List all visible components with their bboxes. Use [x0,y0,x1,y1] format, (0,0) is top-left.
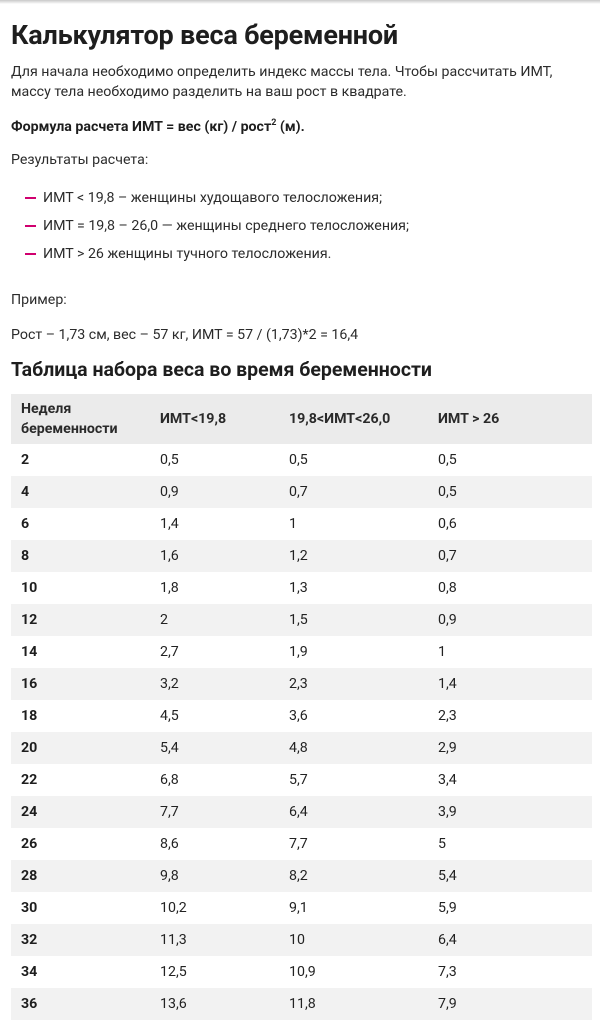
cell-week: 12 [11,604,150,636]
cell-week: 28 [11,860,150,892]
cell-bmi-low: 1,6 [150,540,279,572]
cell-week: 22 [11,764,150,796]
formula-superscript: 2 [271,118,277,128]
bmi-results-list [11,188,409,272]
header-bmi-mid: 19,8<ИМТ<26,0 [279,394,428,444]
table-row [11,956,592,988]
cell-bmi-high: 7,3 [428,956,592,988]
cell-week: 36 [11,988,150,1020]
cell-bmi-mid: 3,6 [279,700,428,732]
cell-bmi-mid: 9,1 [279,892,428,924]
table-row [11,540,592,572]
cell-bmi-high: 5,9 [428,892,592,924]
cell-bmi-high: 0,6 [428,508,592,540]
cell-bmi-mid: 0,7 [279,476,428,508]
cell-bmi-low: 9,8 [150,860,279,892]
formula-tail: (м). [276,119,305,135]
cell-bmi-low: 11,3 [150,924,279,956]
cell-bmi-high: 0,5 [428,476,592,508]
table-row [11,444,592,476]
cell-bmi-low: 2 [150,604,279,636]
cell-bmi-mid: 0,5 [279,444,428,476]
intro-paragraph: Для начала необходимо определить индекс массы тела. Чтобы рассчитать ИМТ, массу тела необходимо разделить на ваш рост в квадрате. [11,64,553,100]
cell-bmi-high: 7,9 [428,988,592,1020]
cell-bmi-mid: 5,7 [279,764,428,796]
cell-bmi-low: 1,8 [150,572,279,604]
cell-bmi-low: 10,2 [150,892,279,924]
cell-bmi-mid: 7,7 [279,828,428,860]
table-row [11,668,592,700]
cell-bmi-low: 12,5 [150,956,279,988]
table-row [11,892,592,924]
dash-bullet-icon [25,253,36,255]
cell-bmi-mid: 1,2 [279,540,428,572]
cell-bmi-mid: 8,2 [279,860,428,892]
cell-bmi-mid: 1 [279,508,428,540]
table-row [11,796,592,828]
list-item-text: ИМТ > 26 женщины тучного телосложения. [43,246,332,262]
table-row [11,828,592,860]
results-label: Результаты расчета: [11,152,149,168]
cell-bmi-low: 4,5 [150,700,279,732]
cell-week: 6 [11,508,150,540]
cell-week: 2 [11,444,150,476]
cell-bmi-high: 1,4 [428,668,592,700]
header-bmi-high: ИМТ > 26 [428,394,592,444]
list-item [11,216,409,244]
table-row [11,508,592,540]
cell-week: 16 [11,668,150,700]
cell-week: 24 [11,796,150,828]
header-week: Неделя беременности [11,394,150,444]
cell-bmi-mid: 10 [279,924,428,956]
cell-week: 14 [11,636,150,668]
cell-bmi-high: 6,4 [428,924,592,956]
cell-bmi-low: 1,4 [150,508,279,540]
cell-bmi-high: 2,9 [428,732,592,764]
cell-bmi-low: 5,4 [150,732,279,764]
cell-bmi-high: 2,3 [428,700,592,732]
header-bmi-low: ИМТ<19,8 [150,394,279,444]
list-item [11,188,409,216]
cell-bmi-low: 2,7 [150,636,279,668]
cell-week: 8 [11,540,150,572]
cell-bmi-mid: 11,8 [279,988,428,1020]
cell-week: 4 [11,476,150,508]
cell-bmi-mid: 2,3 [279,668,428,700]
cell-bmi-high: 1 [428,636,592,668]
formula-text: Формула расчета ИМТ = вес (кг) / рост [11,119,272,135]
table-row [11,476,592,508]
cell-bmi-high: 0,5 [428,444,592,476]
cell-bmi-mid: 1,9 [279,636,428,668]
cell-bmi-low: 7,7 [150,796,279,828]
cell-week: 32 [11,924,150,956]
cell-bmi-high: 3,9 [428,796,592,828]
dash-bullet-icon [25,197,36,199]
table-body [11,444,592,1020]
dash-bullet-icon [25,225,36,227]
cell-bmi-high: 0,9 [428,604,592,636]
cell-bmi-mid: 1,5 [279,604,428,636]
table-row [11,732,592,764]
cell-bmi-low: 0,5 [150,444,279,476]
cell-bmi-low: 8,6 [150,828,279,860]
table-row [11,700,592,732]
list-item-text: ИМТ < 19,8 – женщины худощавого телосложения; [43,190,383,206]
cell-week: 34 [11,956,150,988]
weight-gain-table [11,394,592,1020]
cell-bmi-low: 0,9 [150,476,279,508]
cell-week: 20 [11,732,150,764]
table-row [11,764,592,796]
cell-bmi-mid: 4,8 [279,732,428,764]
table-header [11,394,592,444]
cell-week: 26 [11,828,150,860]
example-text: Рост – 1,73 см, вес – 57 кг, ИМТ = 57 / (1,73)*2 = 16,4 [11,327,359,343]
table-row [11,924,592,956]
cell-bmi-low: 3,2 [150,668,279,700]
list-item [11,244,409,272]
table-row [11,988,592,1020]
cell-bmi-high: 0,8 [428,572,592,604]
table-row [11,860,592,892]
table-header-row [11,394,592,444]
table-row [11,604,592,636]
bmi-formula [11,118,305,135]
table-row [11,636,592,668]
cell-bmi-high: 5,4 [428,860,592,892]
cell-bmi-low: 13,6 [150,988,279,1020]
cell-bmi-high: 5 [428,828,592,860]
example-label: Пример: [11,292,67,308]
cell-week: 10 [11,572,150,604]
cell-bmi-mid: 10,9 [279,956,428,988]
cell-week: 18 [11,700,150,732]
table-title: Таблица набора веса во время беременности [11,358,432,381]
list-item-text: ИМТ = 19,8 – 26,0 — женщины среднего телосложения; [43,218,409,234]
cell-bmi-mid: 6,4 [279,796,428,828]
cell-bmi-high: 0,7 [428,540,592,572]
cell-bmi-low: 6,8 [150,764,279,796]
cell-bmi-mid: 1,3 [279,572,428,604]
page-title: Калькулятор веса беременной [11,19,398,51]
cell-bmi-high: 3,4 [428,764,592,796]
cell-week: 30 [11,892,150,924]
table-row [11,572,592,604]
